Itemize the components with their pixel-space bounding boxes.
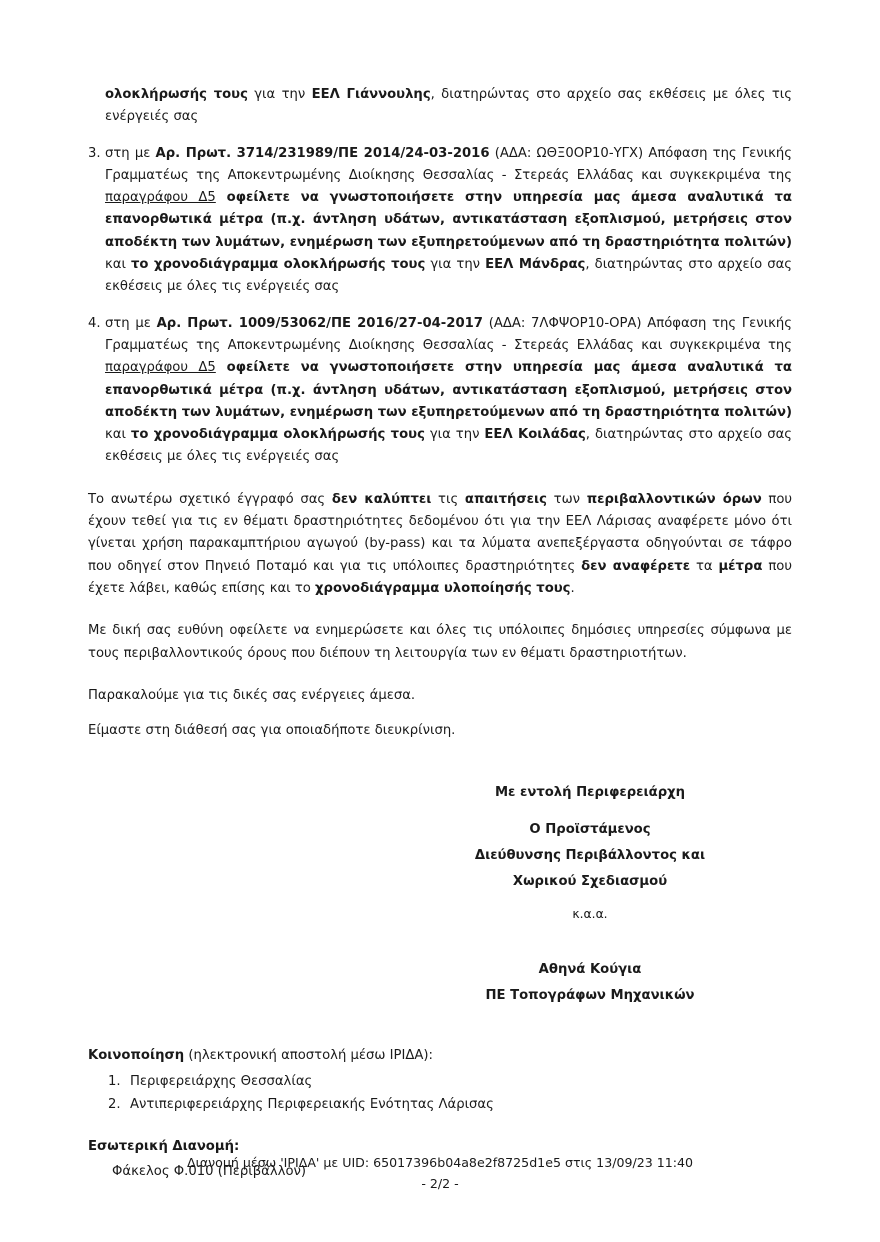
item-facility-name: ΕΕΛ Μάνδρας: [485, 257, 586, 273]
bp1-text-4: που έχουν τεθεί για τις εν θέματι δραστηριότητες δεδομένου ότι για την ΕΕΛ Λάρισας αναφέρετε μόνο ότι γίνεται χρήση παρακαμπτήριου αγωγού (by-pass) και τα λύματα ανεπεξέργαστα οδηγούνται σε τάφρο που οδηγεί στον Πηνειό Ποταμό και για τις υπόλοιπες δραστηριότητες: [88, 491, 793, 574]
list-marker: 3.: [88, 145, 101, 161]
continued-text-2: , διατηρώντας στο αρχείο σας εκθέσεις με όλες τις ενέργειές σας: [105, 87, 792, 125]
signature-name-block: [388, 957, 792, 1009]
bp1-bold-5: μέτρα: [718, 558, 763, 574]
item-connector: και: [105, 257, 131, 273]
body-paragraph-4: Είμαστε στη διάθεσή σας για οποιαδήποτε διευκρίνιση.: [88, 723, 456, 739]
item-tail-text: , διατηρώντας στο αρχείο σας εκθέσεις με όλες τις ενέργειές σας: [105, 257, 792, 295]
body-paragraph-1: [88, 489, 792, 600]
bp1-bold-1: δεν καλύπτει: [331, 491, 432, 507]
bp1-bold-3: περιβαλλοντικών όρων: [586, 491, 762, 507]
signatory-name: Αθηνά Κούγια: [538, 962, 642, 978]
footer-distribution-uid: Διανομή μέσω 'ΙΡΙΔΑ' με UID: 65017396b04a8e2f8725d1e5 στις 13/09/23 11:40: [186, 1155, 694, 1170]
list-item: [88, 313, 792, 469]
signatory-title: ΠΕ Τοπογράφων Μηχανικών: [485, 988, 695, 1004]
signature-authority-line: Με εντολή Περιφερειάρχη: [494, 785, 686, 801]
continued-facility-name: ΕΕΛ Γιάννουλης: [311, 87, 431, 102]
list-item: [88, 1071, 792, 1094]
item-schedule-text: το χρονοδιάγραμμα ολοκλήρωσής τους: [131, 257, 426, 273]
signature-department-line-2: Χωρικού Σχεδιασμού: [512, 874, 668, 890]
signature-block: [88, 780, 792, 1009]
list-item: [88, 1094, 792, 1117]
bp1-bold-2: απαιτήσεις: [464, 491, 547, 507]
item-intro: στη με: [105, 315, 157, 331]
list-marker: 4.: [88, 315, 101, 331]
item-connector: και: [105, 427, 131, 443]
notification-heading: [88, 1045, 792, 1067]
document-content: [88, 84, 792, 1183]
list-marker: 1.: [108, 1074, 121, 1090]
item-intro: στη με: [105, 145, 156, 161]
item-paragraph-reference: παραγράφου Δ5: [105, 190, 216, 206]
bp1-text-3: των: [546, 491, 587, 507]
numbered-list: [88, 143, 792, 469]
item-ada-reference: (ΑΔΑ: ΩΘΞ0ΟΡ10-ΥΓΧ) Απόφαση της Γενικής Γραμματέως της Αποκεντρωμένης Διοίκησης Θεσσαλίας - Στερεάς Ελλάδας και συγκεκριμένα της: [105, 145, 793, 183]
page-footer: [0, 1152, 880, 1194]
item-protocol-number: Αρ. Πρωτ. 1009/53062/ΠΕ 2016/27-04-2017: [156, 315, 483, 331]
bp1-text-6: που έχετε λάβει, καθώς επίσης και το: [88, 558, 792, 596]
item-ada-reference: (ΑΔΑ: 7ΛΦΨΟΡ10-ΟΡΑ) Απόφαση της Γενικής Γραμματέως της Αποκεντρωμένης Διοίκησης Θεσσαλίας - Στερεάς Ελλάδας και συγκεκριμένα της: [105, 315, 792, 353]
continued-text-1: για την: [247, 87, 312, 102]
list-marker: 2.: [108, 1096, 121, 1112]
signature-department-line-1: Διεύθυνσης Περιβάλλοντος και: [474, 848, 706, 864]
internal-distribution-heading: Εσωτερική Διανομή:: [88, 1139, 240, 1155]
item-paragraph-reference: παραγράφου Δ5: [105, 360, 216, 376]
notification-heading-label: Κοινοποίηση: [88, 1048, 185, 1064]
continued-bold-lead: ολοκλήρωσής τους: [105, 87, 248, 102]
item-schedule-text: το χρονοδιάγραμμα ολοκλήρωσής τους: [130, 427, 425, 443]
recipient-name: Αντιπεριφερειάρχης Περιφερειακής Ενότητας Λάρισας: [130, 1096, 494, 1112]
item-obligation-text: οφείλετε να γνωστοποιήσετε στην υπηρεσία μας άμεσα αναλυτικά τα επανορθωτικά μέτρα (π.χ. άντληση υδάτων, αντικατάσταση εξοπλισμού, μετρήσεις στον αποδέκτη των λυμάτων, ενημέρωση των εξυπηρετούμενων από τη δραστηριότητα πολιτών): [105, 190, 792, 250]
item-facility-name: ΕΕΛ Κοιλάδας: [484, 427, 586, 443]
signature-kaa-note: κ.α.α.: [572, 907, 608, 922]
footer-page-number: - 2/2 -: [421, 1176, 459, 1191]
list-item: [88, 143, 792, 299]
bp1-text-7: .: [570, 580, 575, 596]
item-protocol-number: Αρ. Πρωτ. 3714/231989/ΠΕ 2014/24-03-2016: [155, 145, 490, 161]
bp1-text-1: Το ανωτέρω σχετικό έγγραφό σας: [88, 491, 332, 507]
item-obligation-text: οφείλετε να γνωστοποιήσετε στην υπηρεσία μας άμεσα αναλυτικά τα επανορθωτικά μέτρα (π.χ. άντληση υδάτων, αντικατάσταση εξοπλισμού, μετρήσεις στον αποδέκτη των λυμάτων, ενημέρωση των εξυπηρετούμενων από τη δραστηριότητα πολιτών): [105, 360, 792, 420]
signature-role-line: Ο Προϊστάμενος: [529, 822, 651, 838]
notification-heading-detail: (ηλεκτρονική αποστολή μέσω ΙΡΙΔΑ):: [184, 1048, 433, 1064]
item-for-text: για την: [425, 257, 486, 273]
bp1-text-5: τα: [690, 558, 719, 574]
notification-recipient-list: [88, 1071, 792, 1116]
internal-distribution-item: Φάκελος Φ.010 (Περιβάλλον): [112, 1164, 307, 1180]
item-for-text: για την: [424, 427, 485, 443]
continued-paragraph: [88, 84, 792, 129]
bp1-bold-6: χρονοδιάγραμμα υλοποίησής τους: [315, 580, 571, 596]
body-paragraph-3: Παρακαλούμε για τις δικές σας ενέργειες άμεσα.: [88, 687, 416, 703]
recipient-name: Περιφερειάρχης Θεσσαλίας: [130, 1074, 313, 1090]
bp1-bold-4: δεν αναφέρετε: [581, 558, 691, 574]
item-tail-text: , διατηρώντας στο αρχείο σας εκθέσεις με όλες τις ενέργειές σας: [105, 427, 793, 465]
bp1-text-2: τις: [431, 491, 465, 507]
body-paragraph-2: Με δική σας ευθύνη οφείλετε να ενημερώσετε και όλες τις υπόλοιπες δημόσιες υπηρεσίες σύμφωνα με τους περιβαλλοντικούς όρους που διέπουν τη λειτουργία των εν θέματι δραστηριοτήτων.: [88, 623, 792, 661]
